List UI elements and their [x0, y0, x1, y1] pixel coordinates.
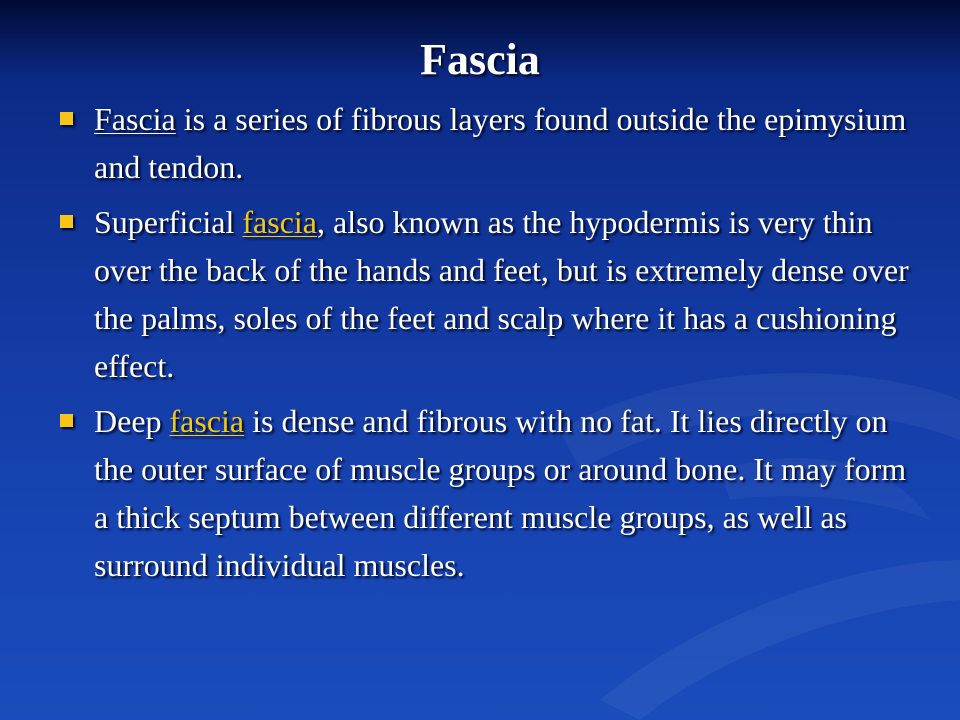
bullet-text-after: , also known as the hypodermis is very thin over the back of the hands and feet, but is extremely dense over the palms, soles of the feet and scalp where it has a cushioning effect.: [94, 204, 909, 384]
square-bullet-icon: [60, 414, 73, 427]
bullet-item: [57, 95, 917, 191]
bullet-text-before: Deep: [94, 403, 170, 439]
square-bullet-icon: [60, 112, 73, 125]
fascia-link[interactable]: fascia: [242, 204, 317, 240]
slide-title: Fascia: [420, 35, 540, 84]
bullet-text: is a series of fibrous layers found outside the epimysium and tendon.: [94, 101, 907, 185]
bullet-list: [57, 95, 917, 596]
bullet-item: [57, 397, 917, 589]
fascia-link[interactable]: Fascia: [94, 101, 176, 137]
bullet-text-after: is dense and fibrous with no fat. It lies directly on the outer surface of muscle groups or around bone. It may form a thick septum between different muscle groups, as well as surround individual muscles.: [94, 403, 907, 583]
square-bullet-icon: [60, 215, 73, 228]
fascia-link[interactable]: fascia: [169, 403, 245, 439]
bullet-item: [57, 198, 917, 390]
bullet-text-before: Superficial: [94, 204, 243, 240]
